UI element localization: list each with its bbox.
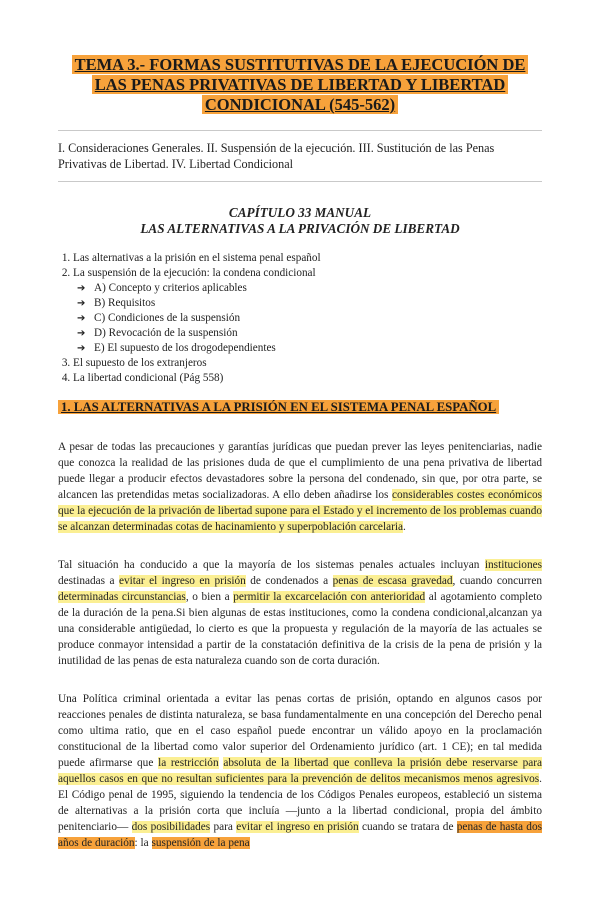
highlight-orange: suspensión de la pena	[151, 837, 250, 849]
summary-text: I. Consideraciones Generales. II. Suspensión de la ejecución. III. Sustitución de las Penas Privativas de Libertad. IV. Libertad Condicional	[58, 141, 495, 171]
highlight: absoluta de la libertad que conlleva la prisión debe reservarse para aquellos casos en que no resultan suficientes para la prevención de delitos mecanismos menos agresivos	[58, 757, 543, 785]
document-title: TEMA 3.- FORMAS SUSTITUTIVAS DE LA EJECUCIÓN DE LAS PENAS PRIVATIVAS DE LIBERTAD Y LIBERTAD CONDICIONAL (545-562)	[58, 55, 542, 115]
paragraph-2: Tal situación ha conducido a que la mayoría de los sistemas penales actuales incluyan instituciones destinadas a evitar el ingreso en prisión de condenados a penas de escasa gravedad, cuando concurren determinadas circunstancias, o bien a permitir la excarcelación con anterioridad al agotamiento completo de la duración de la pena.Si bien algunas de estas instituciones, como la condena condicional,alcanzan ya una considerable antigüedad, lo cierto es que la propuesta y regulación de la mayoría de las actuales se produce conmayor intensidad a partir de la constatación definitiva de la crisis de la pena de prisión y la inutilidad de las penas de esta naturaleza cuando son de corta duración.	[58, 559, 543, 667]
document-page	[0, 55, 600, 903]
toc-item: 3. El supuesto de los extranjeros	[73, 356, 542, 371]
paragraph-3: Una Política criminal orientada a evitar las penas cortas de prisión, optando en algunos casos por reacciones penales de distinta naturaleza, se basa fundamentalmente en una concepción del Derecho penal como ultima ratio, que en el caso español puede encontrar un válido apoyo en la proclamación constitucional de la libertad como valor superior del Ordenamiento jurídico (art. 1 CE); en tal medida puede afirmarse que la restricción absoluta de la libertad que conlleva la prisión debe reservarse para aquellos casos en que no resultan suficientes para la prevención de delitos mecanismos menos agresivos. El Código penal de 1995, siguiendo la tendencia de los Códigos Penales europeos, estableció un sistema de alternativas a la prisión corta que incluía —junto a la libertad condicional, propia del ámbito penitenciario— dos posibilidades para evitar el ingreso en prisión cuando se tratara de penas de hasta dos años de duración: la suspensión de la pena	[58, 693, 543, 849]
toc-subitem: ➔ E) El supuesto de los drogodependientes	[77, 341, 542, 356]
highlight: instituciones	[484, 559, 542, 571]
highlight: la restricción	[158, 757, 219, 769]
table-of-contents	[58, 251, 542, 386]
toc-subitem: ➔ B) Requisitos	[77, 296, 542, 311]
toc-sublist	[73, 281, 542, 356]
paragraph-1: A pesar de todas las precauciones y garantías jurídicas que puedan prever las leyes penitenciarias, nadie que conozca la realidad de las prisiones duda de que el cumplimiento de una pena privativa de libertad puede llegar a producir efectos devastadores sobre la persona del condenado, sin que, por otra parte, se alcancen las pretendidas metas socializadoras. A ello deben añadirse los considerables costes económicos que la ejecución de la privación de libertad supone para el Estado y el incremento de los problemas cuando se alcanzan determinadas cotas de hacinamiento y superpoblación carcelaria.	[58, 441, 542, 533]
highlight: considerables costes económicos que la ejecución de la privación de libertad supone para el Estado y el incremento de los problemas cuando se alcanzan determinadas cotas de hacinamiento y superpoblación carcelaria	[58, 489, 542, 533]
divider-bottom	[58, 181, 542, 182]
toc-subitem: ➔ C) Condiciones de la suspensión	[77, 311, 542, 326]
toc-item: 2. La suspensión de la ejecución: la condena condicional ➔ A) Concepto y criterios aplicables ➔ B) Requisitos ➔ C) Condiciones de la suspensión ➔ D) Revocación de la suspensión ➔ E) El supuesto de los drogodependientes	[73, 266, 542, 356]
toc-subitem: ➔ D) Revocación de la suspensión	[77, 326, 542, 341]
highlight: permitir la excarcelación con anterioridad	[233, 591, 426, 603]
chapter-title: LAS ALTERNATIVAS A LA PRIVACIÓN DE LIBERTAD	[140, 221, 460, 236]
toc-item: 1. Las alternativas a la prisión en el sistema penal español	[73, 251, 542, 266]
toc-item: 4. La libertad condicional (Pág 558)	[73, 371, 542, 386]
highlight: penas de escasa gravedad	[332, 575, 453, 587]
divider-top	[58, 130, 542, 131]
chapter-number: CAPÍTULO 33 MANUAL	[228, 205, 372, 220]
highlight: determinadas circunstancias	[58, 591, 186, 603]
highlight: evitar el ingreso en prisión	[236, 821, 359, 833]
highlight: evitar el ingreso en prisión	[118, 575, 246, 587]
chapter-heading	[58, 205, 542, 237]
toc-subitem: ➔ A) Concepto y criterios aplicables	[77, 281, 542, 296]
highlight-orange: penas de hasta dos años de duración	[58, 821, 542, 849]
section-heading: 1. LAS ALTERNATIVAS A LA PRISIÓN EN EL SISTEMA PENAL ESPAÑOL	[58, 399, 542, 416]
highlight: dos posibilidades	[131, 821, 211, 833]
